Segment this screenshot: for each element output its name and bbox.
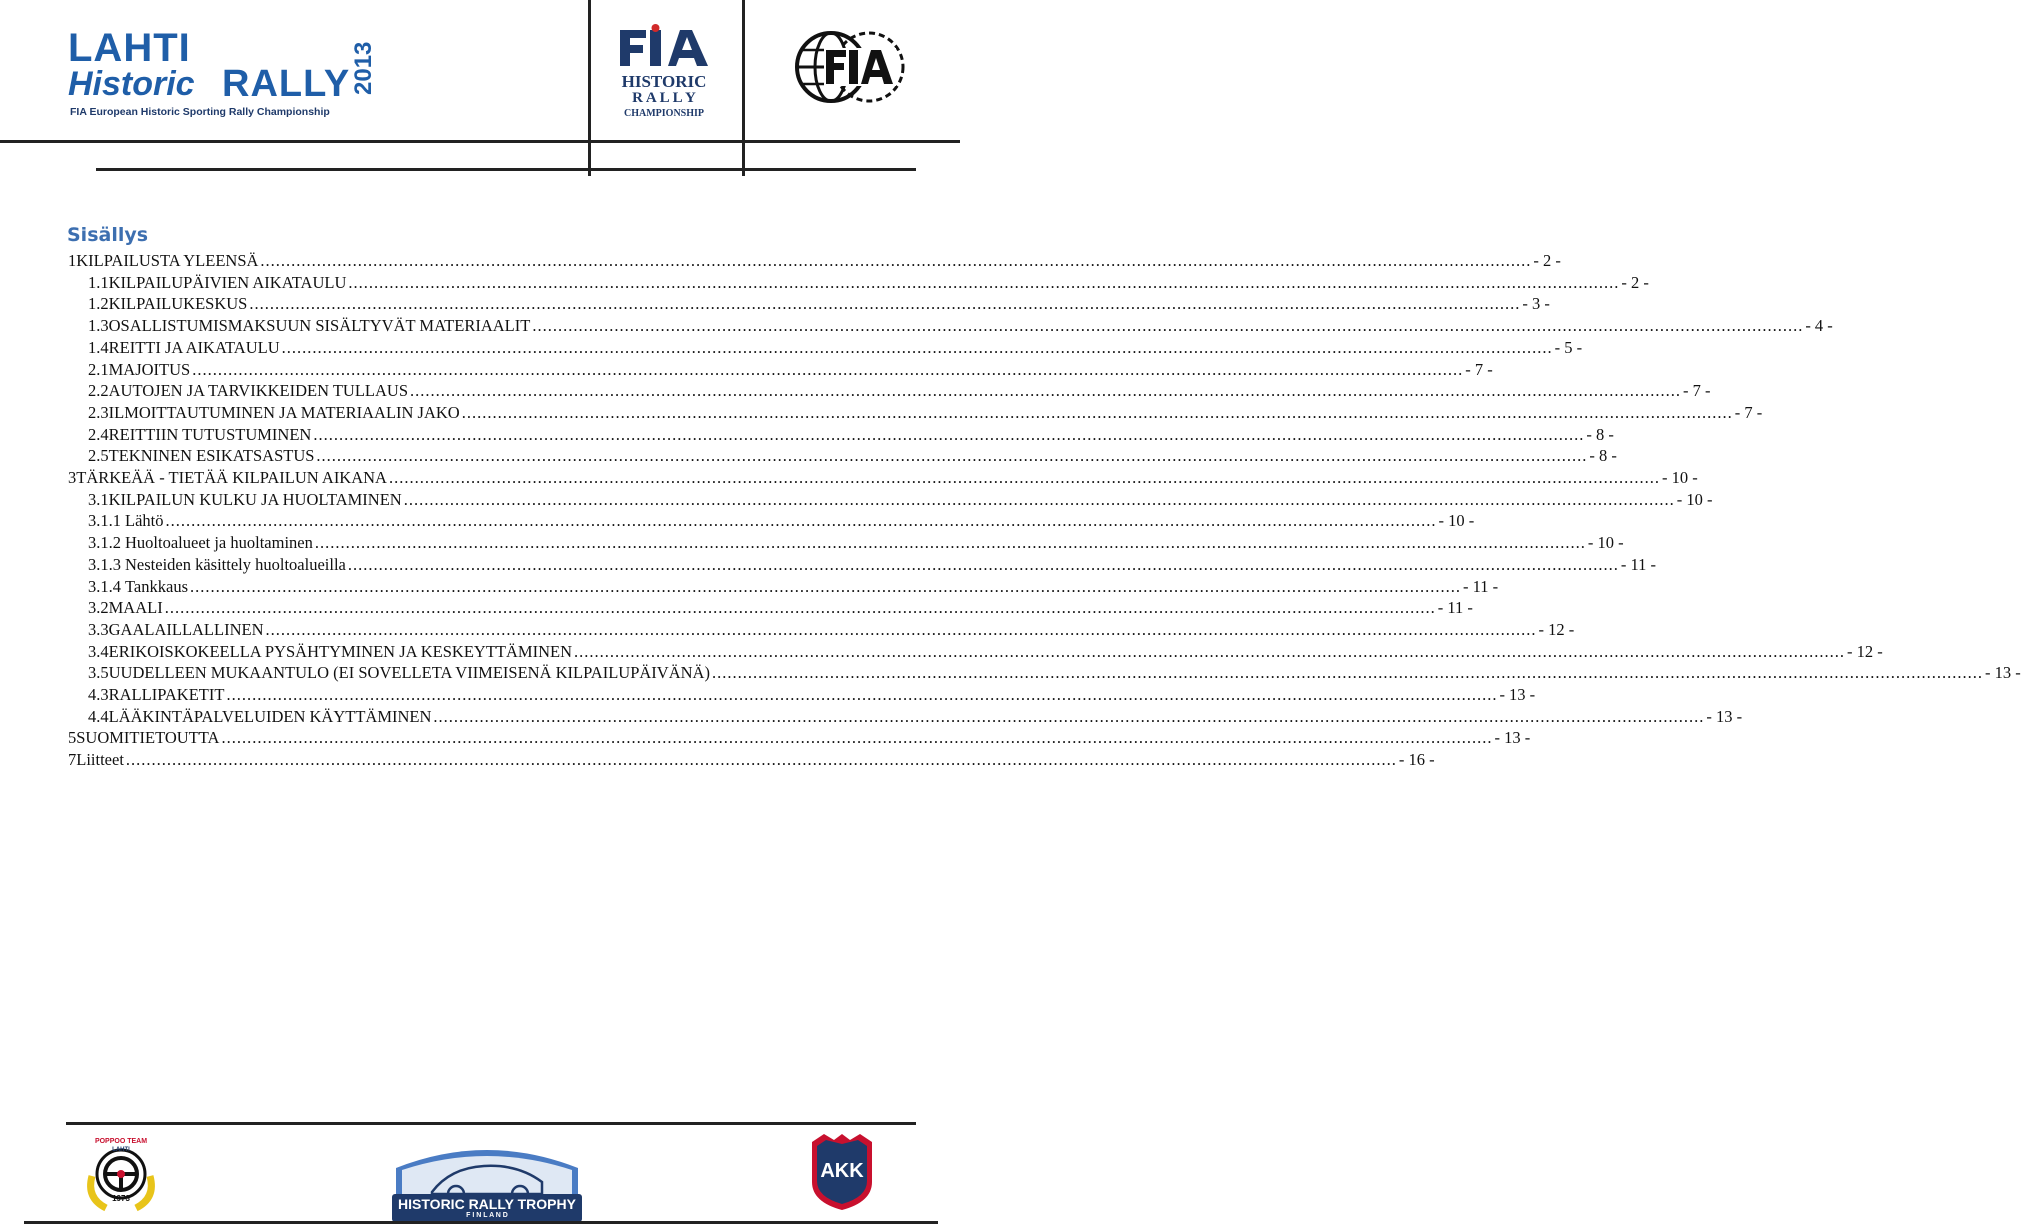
toc-entry-leader bbox=[433, 706, 1704, 728]
toc-entry-page: - 7 - bbox=[1734, 402, 1763, 422]
toc-entry-page: - 12 - bbox=[1846, 641, 1883, 661]
toc-entry-title: KILPAILUKESKUS bbox=[108, 294, 248, 314]
toc-entry-page: - 11 - bbox=[1463, 576, 1499, 596]
toc-entry[interactable] bbox=[88, 532, 1624, 554]
toc-entry-leader bbox=[712, 662, 1983, 684]
toc-entry-leader bbox=[389, 467, 1660, 489]
toc-entry-title: UUDELLEEN MUKAANTULO (EI SOVELLETA VIIMEISENÄ KILPAILUPÄIVÄNÄ) bbox=[108, 663, 710, 683]
logo-year: 2013 bbox=[350, 41, 377, 95]
poppoo-team-mid: LAHTI bbox=[112, 1147, 130, 1153]
poppoo-team-top: POPPOO TEAM bbox=[94, 1138, 148, 1145]
fia-historic-line1: HISTORIC bbox=[621, 72, 707, 91]
toc-entry[interactable] bbox=[88, 489, 1713, 511]
toc-entry-number: 2.3 bbox=[88, 402, 109, 422]
toc-entry-leader bbox=[260, 250, 1531, 272]
toc-entry-leader bbox=[348, 554, 1619, 576]
toc-entry-number: 1.1 bbox=[88, 272, 109, 292]
toc-entry-leader bbox=[221, 727, 1492, 749]
fia-globe-logo bbox=[794, 30, 906, 104]
toc-entry[interactable] bbox=[88, 597, 1473, 619]
toc-entry-leader bbox=[348, 272, 1619, 294]
toc-entry-leader bbox=[410, 380, 1681, 402]
toc-entry-number: 3.1.2 bbox=[88, 533, 121, 553]
historic-rally-trophy-logo bbox=[392, 1138, 582, 1222]
toc-entry-leader bbox=[190, 576, 1461, 598]
trophy-country: F I N L A N D bbox=[466, 1212, 508, 1219]
fia-historic-line3: CHAMPIONSHIP bbox=[624, 108, 704, 119]
toc-entry-title: Huoltoalueet ja huoltaminen bbox=[125, 533, 313, 553]
footer-rule-lower bbox=[24, 1221, 938, 1224]
toc-entry-leader bbox=[574, 641, 1845, 663]
fia-historic-rally-logo bbox=[612, 22, 716, 126]
toc-entry[interactable] bbox=[88, 445, 1617, 467]
toc-entry-leader bbox=[249, 293, 1520, 315]
toc-entry-title: KILPAILUSTA YLEENSÄ bbox=[76, 251, 259, 270]
toc-entry-number: 3.1 bbox=[88, 489, 109, 509]
toc-entry-title: TEKNINEN ESIKATSASTUS bbox=[108, 446, 315, 466]
toc-entry-number: 4.4 bbox=[88, 706, 109, 726]
toc-entry-page: - 16 - bbox=[1398, 750, 1435, 770]
toc-entry-number: 3.1.3 bbox=[88, 554, 121, 574]
toc-entry-page: - 12 - bbox=[1538, 619, 1575, 639]
toc-entry-title: Liitteet bbox=[76, 750, 124, 770]
toc-entry-page: - 10 - bbox=[1587, 533, 1624, 553]
logo-rally-word: RALLY bbox=[222, 63, 351, 105]
toc-entry[interactable] bbox=[88, 706, 1743, 728]
toc-entry-page: - 8 - bbox=[1589, 446, 1617, 466]
toc-entry[interactable] bbox=[88, 402, 1763, 424]
logo-lahti-word: LAHTI bbox=[68, 26, 191, 70]
toc-entry-leader bbox=[226, 684, 1497, 706]
toc-entry-title: MAALI bbox=[108, 598, 163, 618]
toc-entry-leader bbox=[313, 424, 1584, 446]
page-header bbox=[0, 0, 960, 180]
footer-rule-upper bbox=[66, 1122, 916, 1125]
toc-entry[interactable] bbox=[88, 359, 1493, 381]
toc-entry[interactable] bbox=[68, 467, 1698, 489]
header-rule-lower bbox=[96, 168, 916, 171]
toc-entry-page: - 7 - bbox=[1465, 359, 1493, 379]
toc-entry-number: 3.1.1 bbox=[88, 511, 121, 531]
toc-entry[interactable] bbox=[88, 424, 1614, 446]
toc-entry-leader bbox=[166, 510, 1437, 532]
toc-entry[interactable] bbox=[88, 662, 2021, 684]
toc-entry-page: - 13 - bbox=[1494, 728, 1531, 748]
toc-entry-title: Lähtö bbox=[125, 511, 164, 531]
toc-entry-number: 1.2 bbox=[88, 294, 109, 314]
toc-entry[interactable] bbox=[88, 380, 1711, 402]
toc-entry-leader bbox=[282, 337, 1553, 359]
toc-entry-number: 4.3 bbox=[88, 685, 109, 704]
toc-entry-page: - 11 - bbox=[1620, 554, 1656, 574]
toc-entry-number: 1 bbox=[68, 251, 77, 270]
toc-entry[interactable] bbox=[68, 250, 1561, 272]
toc-entry-number: 2.2 bbox=[88, 381, 109, 401]
toc-entry-leader bbox=[315, 532, 1586, 554]
toc-entry-number: 3.5 bbox=[88, 663, 109, 683]
toc-entry-title: Tankkaus bbox=[125, 576, 188, 596]
toc-entry-title: LÄÄKINTÄPALVELUIDEN KÄYTTÄMINEN bbox=[108, 706, 432, 726]
toc-entry-title: ERIKOISKOKEELLA PYSÄHTYMINEN JA KESKEYTTÄMINEN bbox=[108, 641, 572, 661]
fia-historic-mark-icon bbox=[612, 22, 716, 72]
toc-entry[interactable] bbox=[88, 641, 1883, 663]
trophy-title: HISTORIC RALLY TROPHY bbox=[398, 1196, 576, 1212]
toc-entry-title: REITTI JA AIKATAULU bbox=[108, 337, 280, 357]
toc-entry-page: - 11 - bbox=[1437, 598, 1473, 618]
toc-entry-title: ILMOITTAUTUMINEN JA MATERIAALIN JAKO bbox=[108, 402, 460, 422]
toc-entry-number: 3 bbox=[68, 468, 77, 487]
header-divider-right bbox=[742, 0, 745, 176]
toc-entry[interactable] bbox=[88, 293, 1550, 315]
akk-mark: AKK bbox=[820, 1160, 864, 1182]
toc-entry-leader bbox=[532, 315, 1803, 337]
poppoo-team-logo bbox=[82, 1136, 160, 1214]
toc-entry-page: - 2 - bbox=[1621, 272, 1649, 292]
toc-entry-number: 7 bbox=[68, 750, 77, 770]
toc-entry-title: KILPAILUPÄIVIEN AIKATAULU bbox=[108, 272, 347, 292]
toc-entry-title: RALLIPAKETIT bbox=[108, 685, 225, 704]
toc-entry-title: KILPAILUN KULKU JA HUOLTAMINEN bbox=[108, 489, 402, 509]
logo-subtitle: FIA European Historic Sporting Rally Championship bbox=[70, 106, 330, 118]
toc-entry-leader bbox=[462, 402, 1733, 424]
toc-entry[interactable] bbox=[88, 554, 1656, 576]
lahti-historic-rally-logo bbox=[66, 26, 386, 122]
toc-entry-page: - 10 - bbox=[1661, 468, 1698, 487]
toc-entry-title: TÄRKEÄÄ - TIETÄÄ KILPAILUN AIKANA bbox=[76, 468, 387, 487]
toc-entry-leader bbox=[126, 749, 1397, 771]
toc-entry-number: 1.4 bbox=[88, 337, 109, 357]
toc-entry-number: 3.2 bbox=[88, 598, 109, 618]
toc-entry[interactable] bbox=[68, 749, 1435, 771]
toc-entry-leader bbox=[316, 445, 1587, 467]
toc-entry-page: - 10 - bbox=[1676, 489, 1713, 509]
toc-entry-page: - 13 - bbox=[1499, 685, 1536, 704]
toc-entry-page: - 2 - bbox=[1533, 251, 1561, 270]
toc-entry[interactable] bbox=[68, 727, 1531, 749]
toc-entry[interactable] bbox=[88, 684, 1536, 706]
toc-entry-leader bbox=[266, 619, 1537, 641]
toc-entry-page: - 7 - bbox=[1683, 381, 1711, 401]
toc-entry-page: - 4 - bbox=[1805, 316, 1833, 336]
toc-entry-page: - 10 - bbox=[1438, 511, 1475, 531]
toc-entry-title: OSALLISTUMISMAKSUUN SISÄLTYVÄT MATERIAALIT bbox=[108, 316, 531, 336]
toc-entry[interactable] bbox=[88, 576, 1499, 598]
akk-logo bbox=[808, 1132, 876, 1212]
toc-entry-title: Nesteiden käsittely huoltoalueilla bbox=[125, 554, 346, 574]
poppoo-team-year: 1973 bbox=[112, 1194, 130, 1203]
toc-entry-number: 1.3 bbox=[88, 316, 109, 336]
toc-entry-number: 3.1.4 bbox=[88, 576, 121, 596]
toc-entry-title: GAALAILLALLINEN bbox=[108, 619, 264, 639]
toc-entry[interactable] bbox=[88, 337, 1583, 359]
toc-entry-leader bbox=[404, 489, 1675, 511]
toc-entry-page: - 5 - bbox=[1554, 337, 1583, 357]
toc-entry-page: - 13 - bbox=[1706, 706, 1743, 726]
toc-entry[interactable] bbox=[88, 619, 1575, 641]
toc-entry-number: 3.4 bbox=[88, 641, 109, 661]
toc-entry-page: - 13 - bbox=[1984, 663, 2021, 683]
header-divider-left bbox=[588, 0, 591, 176]
toc-entry-page: - 8 - bbox=[1586, 424, 1614, 444]
toc-entry-page: - 3 - bbox=[1522, 294, 1550, 314]
toc-entry[interactable] bbox=[88, 272, 1649, 294]
toc-entry[interactable] bbox=[88, 315, 1833, 337]
logo-historic-word: Historic bbox=[68, 65, 195, 103]
toc-entry[interactable] bbox=[88, 510, 1475, 532]
toc-entry-title: AUTOJEN JA TARVIKKEIDEN TULLAUS bbox=[108, 381, 409, 401]
toc-entry-number: 2.5 bbox=[88, 446, 109, 466]
toc-entry-leader bbox=[192, 359, 1463, 381]
toc-title: Sisällys bbox=[67, 224, 149, 246]
toc-entry-leader bbox=[165, 597, 1436, 619]
header-rule-upper bbox=[0, 140, 960, 143]
toc-entry-title: SUOMITIETOUTTA bbox=[76, 728, 220, 748]
toc-entry-title: REITTIIN TUTUSTUMINEN bbox=[108, 424, 312, 444]
toc-entry-number: 3.3 bbox=[88, 619, 109, 639]
fia-globe-icon bbox=[794, 30, 906, 104]
toc-entry-title: MAJOITUS bbox=[108, 359, 191, 379]
toc-entry-number: 2.1 bbox=[88, 359, 109, 379]
toc-entry-number: 2.4 bbox=[88, 424, 109, 444]
toc-entry-number: 5 bbox=[68, 728, 77, 748]
fia-historic-line2: R A L L Y bbox=[632, 90, 696, 106]
